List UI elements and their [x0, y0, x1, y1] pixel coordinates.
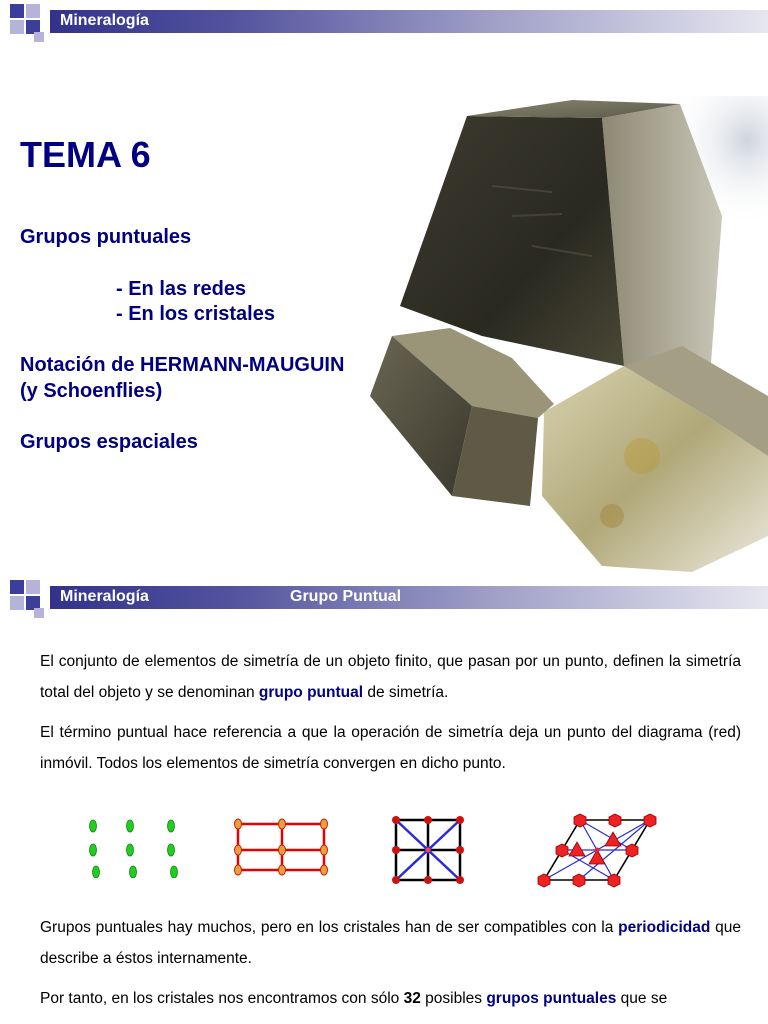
topic-point-groups: Grupos puntuales	[20, 226, 192, 248]
topic-space-groups: Grupos espaciales	[20, 431, 198, 453]
header-square-icon	[10, 20, 24, 34]
text-run: posibles	[420, 990, 487, 1007]
paragraph-definition	[40, 646, 741, 708]
header-square-icon	[26, 4, 40, 18]
paragraph-periodicity	[40, 912, 741, 974]
header-subtitle: Grupo Puntual	[290, 588, 402, 605]
text-run: de simetría.	[363, 684, 449, 701]
paragraph-32-groups	[40, 983, 741, 1014]
hexagonal-lattice-diagram	[536, 804, 666, 890]
text-run: Por tanto, en los cristales nos encontramos con sólo	[40, 990, 404, 1007]
header-square-icon	[34, 32, 44, 42]
square-symmetry-diagram	[388, 808, 470, 890]
rectangular-lattice-diagram	[228, 808, 332, 882]
highlight-term: grupo puntual	[258, 684, 364, 701]
slide-2	[0, 576, 768, 1024]
text-run: que se	[616, 990, 668, 1007]
header-bar	[50, 586, 768, 609]
header-square-icon	[34, 608, 44, 618]
topic-notation-sub: (y Schoenflies)	[20, 380, 163, 402]
slide-header	[0, 0, 768, 48]
highlight-term: periodicidad	[618, 919, 711, 936]
paragraph-point-term: El término puntual hace referencia a que la operación de simetría deja un punto del diagrama (red) inmóvil. Todos los elementos de simetría convergen en dicho punto.	[40, 724, 741, 772]
slide-header	[0, 576, 768, 624]
text-run: que describe a éstos internamente.	[40, 919, 741, 967]
highlight-term: grupos puntuales	[486, 990, 617, 1007]
group-count: 32	[403, 990, 421, 1007]
header-square-icon	[10, 4, 24, 18]
slide-heading: TEMA 6	[20, 134, 151, 175]
subtopic-crystals: - En los cristales	[116, 303, 275, 325]
header-square-icon	[26, 580, 40, 594]
text-run: El conjunto de elementos de simetría de un objeto finito, que pasan por un punto, definen la simetría total del objeto y se denominan	[40, 653, 741, 701]
subtopic-lattices: - En las redes	[116, 278, 247, 300]
text-run: Grupos puntuales hay muchos, pero en los cristales han de ser compatibles con la	[40, 919, 619, 936]
header-title: Mineralogía	[60, 588, 149, 605]
motif-dots-diagram	[84, 808, 184, 878]
pyrite-crystal-image	[362, 96, 768, 576]
header-square-icon	[10, 580, 24, 594]
header-title: Mineralogía	[60, 12, 149, 29]
header-square-icon	[10, 596, 24, 610]
header-bar	[50, 10, 768, 33]
topic-notation: Notación de HERMANN-MAUGUIN	[20, 354, 345, 376]
